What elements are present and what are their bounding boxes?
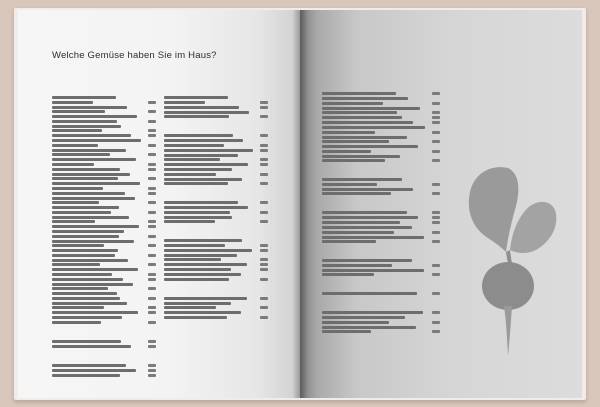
illegible-recipe-title xyxy=(52,187,103,190)
illegible-recipe-title xyxy=(322,159,385,162)
recipe-entry xyxy=(322,269,440,277)
recipe-entry xyxy=(52,182,156,190)
page-footer xyxy=(408,377,478,380)
illegible-page-reference xyxy=(432,273,440,276)
illegible-recipe-title xyxy=(164,306,216,309)
illegible-page-reference xyxy=(432,111,440,114)
illegible-page-reference xyxy=(432,159,440,162)
illegible-recipe-title xyxy=(164,244,225,247)
illegible-page-reference xyxy=(432,221,440,224)
illegible-recipe-title xyxy=(52,287,108,290)
illegible-page-reference xyxy=(432,321,440,324)
illegible-recipe-title xyxy=(164,139,243,142)
illegible-recipe-title xyxy=(322,111,397,114)
illegible-recipe-title xyxy=(52,259,128,262)
recipe-entry xyxy=(164,201,268,204)
illegible-recipe-title xyxy=(52,173,130,176)
recipe-entry xyxy=(164,254,268,262)
illegible-recipe-title xyxy=(322,140,389,143)
illegible-recipe-title xyxy=(322,273,374,276)
recipe-entry xyxy=(322,311,440,314)
illegible-recipe-title xyxy=(164,115,229,118)
recipe-entry xyxy=(52,340,156,343)
illegible-recipe-title xyxy=(322,226,412,229)
illegible-recipe-title xyxy=(322,321,389,324)
illegible-page-reference xyxy=(148,211,156,214)
illegible-recipe-title xyxy=(52,158,136,161)
illegible-page-reference xyxy=(432,216,440,219)
illegible-page-reference xyxy=(148,364,156,367)
illegible-page-reference xyxy=(148,120,156,123)
illegible-recipe-title xyxy=(52,364,126,367)
illegible-page-reference xyxy=(148,153,156,156)
illegible-recipe-title xyxy=(52,240,134,243)
recipe-entry xyxy=(322,221,440,224)
illegible-page-reference xyxy=(260,158,268,161)
illegible-recipe-title xyxy=(164,111,249,114)
illegible-recipe-title xyxy=(52,321,101,324)
illegible-recipe-title xyxy=(164,178,242,181)
recipe-entry xyxy=(322,259,440,267)
illegible-page-reference xyxy=(432,183,440,186)
illegible-recipe-title xyxy=(52,120,117,123)
recipe-entry xyxy=(164,297,268,300)
recipe-entry xyxy=(164,154,268,162)
illegible-page-reference xyxy=(148,254,156,257)
recipe-entry xyxy=(52,311,156,314)
recipe-entry xyxy=(322,126,440,134)
illegible-recipe-title xyxy=(322,188,413,191)
illegible-recipe-title xyxy=(322,330,371,333)
recipe-entry xyxy=(52,134,156,137)
illegible-page-reference xyxy=(148,340,156,343)
illegible-page-reference xyxy=(260,115,268,118)
recipe-entry xyxy=(322,211,440,214)
left-page xyxy=(18,10,300,398)
illegible-recipe-title xyxy=(52,292,117,295)
recipe-entry xyxy=(322,92,440,95)
illegible-page-reference xyxy=(260,297,268,300)
recipe-entry xyxy=(164,273,268,281)
illegible-recipe-title xyxy=(322,131,375,134)
illegible-page-reference xyxy=(432,330,440,333)
illegible-page-reference xyxy=(148,163,156,166)
illegible-recipe-title xyxy=(52,144,98,147)
illegible-page-reference xyxy=(260,220,268,223)
illegible-page-reference xyxy=(432,102,440,105)
illegible-page-reference xyxy=(148,168,156,171)
illegible-page-reference xyxy=(148,244,156,247)
illegible-page-reference xyxy=(432,140,440,143)
recipe-entry xyxy=(52,240,156,248)
recipe-entry xyxy=(52,345,156,348)
illegible-recipe-title xyxy=(164,96,228,99)
illegible-page-reference xyxy=(260,249,268,252)
illegible-recipe-title xyxy=(322,192,391,195)
illegible-page-reference xyxy=(148,101,156,104)
illegible-recipe-title xyxy=(52,106,127,109)
illegible-recipe-title xyxy=(52,273,112,276)
illegible-page-reference xyxy=(260,263,268,266)
illegible-recipe-title xyxy=(52,197,135,200)
recipe-entry xyxy=(52,316,156,324)
illegible-recipe-title xyxy=(164,316,227,319)
section-title xyxy=(322,284,440,289)
recipe-entry xyxy=(52,268,156,276)
illegible-recipe-title xyxy=(52,244,104,247)
illegible-recipe-title xyxy=(322,155,400,158)
illegible-page-reference xyxy=(260,106,268,109)
illegible-page-reference xyxy=(260,316,268,319)
illegible-recipe-title xyxy=(322,150,371,153)
illegible-recipe-title xyxy=(322,107,420,110)
recipe-entry xyxy=(322,292,440,295)
illegible-recipe-title xyxy=(52,211,111,214)
recipe-entry xyxy=(52,197,156,205)
recipe-entry xyxy=(322,316,440,324)
illegible-recipe-title xyxy=(164,206,248,209)
recipe-entry xyxy=(322,216,440,219)
recipe-entry xyxy=(52,139,156,147)
recipe-entry xyxy=(52,230,156,238)
illegible-recipe-title xyxy=(322,259,412,262)
illegible-recipe-title xyxy=(52,182,140,185)
illegible-recipe-title xyxy=(52,177,118,180)
illegible-recipe-title xyxy=(164,268,231,271)
illegible-recipe-title xyxy=(52,249,118,252)
illegible-recipe-title xyxy=(164,173,216,176)
illegible-recipe-title xyxy=(52,129,102,132)
illegible-recipe-title xyxy=(164,273,241,276)
recipe-entry xyxy=(164,106,268,109)
illegible-recipe-title xyxy=(52,345,131,348)
recipe-index-column xyxy=(164,88,268,319)
recipe-entry xyxy=(52,115,156,123)
recipe-entry xyxy=(322,121,440,124)
illegible-recipe-title xyxy=(52,225,139,228)
illegible-page-reference xyxy=(260,258,268,261)
illegible-recipe-title xyxy=(52,311,138,314)
illegible-recipe-title xyxy=(164,278,229,281)
recipe-entry xyxy=(52,225,156,228)
illegible-recipe-title xyxy=(52,153,110,156)
illegible-page-reference xyxy=(260,173,268,176)
recipe-entry xyxy=(52,173,156,181)
illegible-page-reference xyxy=(148,144,156,147)
illegible-recipe-title xyxy=(52,340,121,343)
illegible-recipe-title xyxy=(52,278,123,281)
recipe-index-column xyxy=(322,84,440,333)
illegible-page-reference xyxy=(148,311,156,314)
recipe-entry xyxy=(52,249,156,257)
illegible-recipe-title xyxy=(52,302,127,305)
recipe-entry xyxy=(164,149,268,152)
illegible-recipe-title xyxy=(52,263,100,266)
illegible-page-reference xyxy=(260,306,268,309)
illegible-recipe-title xyxy=(164,239,242,242)
illegible-page-reference xyxy=(148,192,156,195)
illegible-page-reference xyxy=(260,244,268,247)
illegible-recipe-title xyxy=(52,316,122,319)
illegible-recipe-title xyxy=(164,154,238,157)
illegible-recipe-title xyxy=(52,125,121,128)
illegible-page-reference xyxy=(260,268,268,271)
recipe-entry xyxy=(52,158,156,166)
illegible-recipe-title xyxy=(52,216,129,219)
section-title xyxy=(52,88,156,93)
illegible-recipe-title xyxy=(322,231,394,234)
section-title xyxy=(164,289,268,294)
illegible-page-reference xyxy=(148,177,156,180)
recipe-entry xyxy=(52,283,156,291)
illegible-recipe-title xyxy=(322,221,400,224)
recipe-entry xyxy=(52,278,156,281)
illegible-recipe-title xyxy=(322,316,405,319)
illegible-page-reference xyxy=(432,264,440,267)
radish-icon xyxy=(450,160,560,360)
illegible-recipe-title xyxy=(164,201,238,204)
illegible-recipe-title xyxy=(52,297,120,300)
illegible-page-reference xyxy=(260,134,268,137)
illegible-page-reference xyxy=(260,101,268,104)
illegible-recipe-title xyxy=(52,374,120,377)
illegible-recipe-title xyxy=(164,101,205,104)
illegible-recipe-title xyxy=(322,264,392,267)
recipe-entry xyxy=(52,292,156,300)
illegible-recipe-title xyxy=(322,236,424,239)
illegible-recipe-title xyxy=(164,158,220,161)
illegible-recipe-title xyxy=(322,116,402,119)
illegible-recipe-title xyxy=(52,220,95,223)
illegible-recipe-title xyxy=(164,163,248,166)
recipe-entry xyxy=(52,369,156,372)
illegible-recipe-title xyxy=(52,134,131,137)
section-title xyxy=(322,170,440,175)
recipe-entry xyxy=(164,249,268,252)
illegible-page-reference xyxy=(148,134,156,137)
illegible-recipe-title xyxy=(164,263,247,266)
illegible-page-reference xyxy=(148,321,156,324)
recipe-entry xyxy=(164,96,268,104)
recipe-entry xyxy=(164,216,268,224)
illegible-recipe-title xyxy=(164,254,237,257)
recipe-entry xyxy=(164,168,268,176)
illegible-page-reference xyxy=(260,163,268,166)
illegible-recipe-title xyxy=(322,121,413,124)
illegible-page-reference xyxy=(148,187,156,190)
illegible-recipe-title xyxy=(322,292,417,295)
illegible-recipe-title xyxy=(52,168,120,171)
illegible-recipe-title xyxy=(322,97,408,100)
illegible-recipe-title xyxy=(52,369,136,372)
recipe-entry xyxy=(52,206,156,214)
illegible-recipe-title xyxy=(52,230,124,233)
illegible-page-reference xyxy=(260,182,268,185)
illegible-recipe-title xyxy=(322,183,377,186)
illegible-page-reference xyxy=(432,292,440,295)
illegible-recipe-title xyxy=(164,134,233,137)
recipe-entry xyxy=(52,125,156,133)
recipe-entry xyxy=(164,206,268,214)
recipe-entry xyxy=(164,111,268,119)
recipe-entry xyxy=(52,168,156,171)
illegible-page-reference xyxy=(148,306,156,309)
illegible-page-reference xyxy=(432,92,440,95)
section-title xyxy=(52,332,156,337)
illegible-page-reference xyxy=(148,263,156,266)
recipe-entry xyxy=(164,268,268,271)
illegible-recipe-title xyxy=(164,149,253,152)
section-title xyxy=(164,193,268,198)
illegible-recipe-title xyxy=(164,211,230,214)
illegible-recipe-title xyxy=(52,235,119,238)
illegible-recipe-title xyxy=(52,96,116,99)
recipe-entry xyxy=(164,139,268,147)
illegible-recipe-title xyxy=(52,306,104,309)
recipe-entry xyxy=(322,97,440,105)
illegible-recipe-title xyxy=(52,139,141,142)
illegible-recipe-title xyxy=(322,145,418,148)
illegible-recipe-title xyxy=(164,168,232,171)
illegible-recipe-title xyxy=(52,283,133,286)
illegible-page-reference xyxy=(432,240,440,243)
illegible-recipe-title xyxy=(164,144,224,147)
illegible-page-reference xyxy=(432,231,440,234)
illegible-recipe-title xyxy=(322,178,402,181)
illegible-page-reference xyxy=(260,149,268,152)
illegible-page-reference xyxy=(432,311,440,314)
illegible-recipe-title xyxy=(322,211,407,214)
section-title xyxy=(322,303,440,308)
illegible-recipe-title xyxy=(322,216,418,219)
illegible-recipe-title xyxy=(164,216,232,219)
illegible-recipe-title xyxy=(322,136,407,139)
illegible-page-reference xyxy=(148,273,156,276)
illegible-recipe-title xyxy=(52,268,138,271)
illegible-recipe-title xyxy=(322,102,383,105)
section-title xyxy=(322,84,440,89)
recipe-entry xyxy=(164,178,268,186)
illegible-recipe-title xyxy=(164,106,239,109)
illegible-recipe-title xyxy=(164,249,252,252)
illegible-recipe-title xyxy=(322,126,425,129)
page-heading: Welche Gemüse haben Sie im Haus? xyxy=(52,50,217,61)
recipe-entry xyxy=(52,259,156,267)
recipe-entry xyxy=(52,302,156,310)
illegible-recipe-title xyxy=(52,201,99,204)
section-title xyxy=(164,231,268,236)
illegible-page-reference xyxy=(432,192,440,195)
recipe-entry xyxy=(164,134,268,137)
illegible-page-reference xyxy=(148,220,156,223)
recipe-entry xyxy=(322,236,440,244)
illegible-page-reference xyxy=(148,201,156,204)
recipe-entry xyxy=(322,178,440,186)
illegible-recipe-title xyxy=(164,182,228,185)
recipe-entry xyxy=(164,263,268,266)
recipe-entry xyxy=(322,326,440,334)
illegible-recipe-title xyxy=(52,192,125,195)
recipe-entry xyxy=(164,239,268,247)
illegible-recipe-title xyxy=(52,101,93,104)
recipe-entry xyxy=(322,116,440,119)
illegible-page-reference xyxy=(148,278,156,281)
illegible-recipe-title xyxy=(164,297,247,300)
recipe-entry xyxy=(52,216,156,224)
recipe-entry xyxy=(322,188,440,196)
recipe-entry xyxy=(164,163,268,166)
recipe-entry xyxy=(322,107,440,115)
illegible-page-reference xyxy=(432,116,440,119)
recipe-entry xyxy=(164,302,268,310)
illegible-page-reference xyxy=(260,201,268,204)
illegible-page-reference xyxy=(432,131,440,134)
illegible-page-reference xyxy=(148,129,156,132)
section-title xyxy=(52,356,156,361)
illegible-recipe-title xyxy=(164,258,221,261)
illegible-page-reference xyxy=(148,345,156,348)
illegible-recipe-title xyxy=(322,269,424,272)
illegible-recipe-title xyxy=(322,326,416,329)
illegible-page-reference xyxy=(260,211,268,214)
illegible-recipe-title xyxy=(52,149,126,152)
illegible-page-reference xyxy=(148,235,156,238)
recipe-entry xyxy=(322,155,440,163)
recipe-entry xyxy=(52,364,156,367)
illegible-page-reference xyxy=(260,144,268,147)
section-title xyxy=(164,126,268,131)
recipe-entry xyxy=(52,149,156,157)
page-footer xyxy=(136,377,206,380)
illegible-recipe-title xyxy=(322,240,376,243)
illegible-page-reference xyxy=(260,278,268,281)
illegible-recipe-title xyxy=(52,163,94,166)
illegible-recipe-title xyxy=(322,311,423,314)
right-page xyxy=(300,10,582,398)
recipe-entry xyxy=(52,192,156,195)
section-title xyxy=(322,203,440,208)
illegible-page-reference xyxy=(148,297,156,300)
illegible-page-reference xyxy=(148,287,156,290)
illegible-recipe-title xyxy=(52,254,115,257)
recipe-index-column xyxy=(52,88,156,377)
illegible-page-reference xyxy=(148,369,156,372)
section-title xyxy=(322,251,440,256)
illegible-recipe-title xyxy=(52,115,137,118)
illegible-recipe-title xyxy=(52,206,119,209)
recipe-entry xyxy=(322,145,440,153)
illegible-recipe-title xyxy=(52,110,105,113)
recipe-entry xyxy=(322,136,440,144)
section-title xyxy=(164,88,268,93)
illegible-page-reference xyxy=(432,121,440,124)
illegible-page-reference xyxy=(148,110,156,113)
recipe-entry xyxy=(52,106,156,114)
illegible-recipe-title xyxy=(164,311,241,314)
illegible-page-reference xyxy=(432,211,440,214)
illegible-recipe-title xyxy=(164,302,231,305)
book-spine xyxy=(292,10,308,398)
illegible-recipe-title xyxy=(322,92,396,95)
illegible-recipe-title xyxy=(164,220,215,223)
illegible-page-reference xyxy=(432,150,440,153)
illegible-page-reference xyxy=(148,225,156,228)
recipe-entry xyxy=(164,311,268,319)
recipe-entry xyxy=(52,96,156,104)
recipe-entry xyxy=(322,226,440,234)
